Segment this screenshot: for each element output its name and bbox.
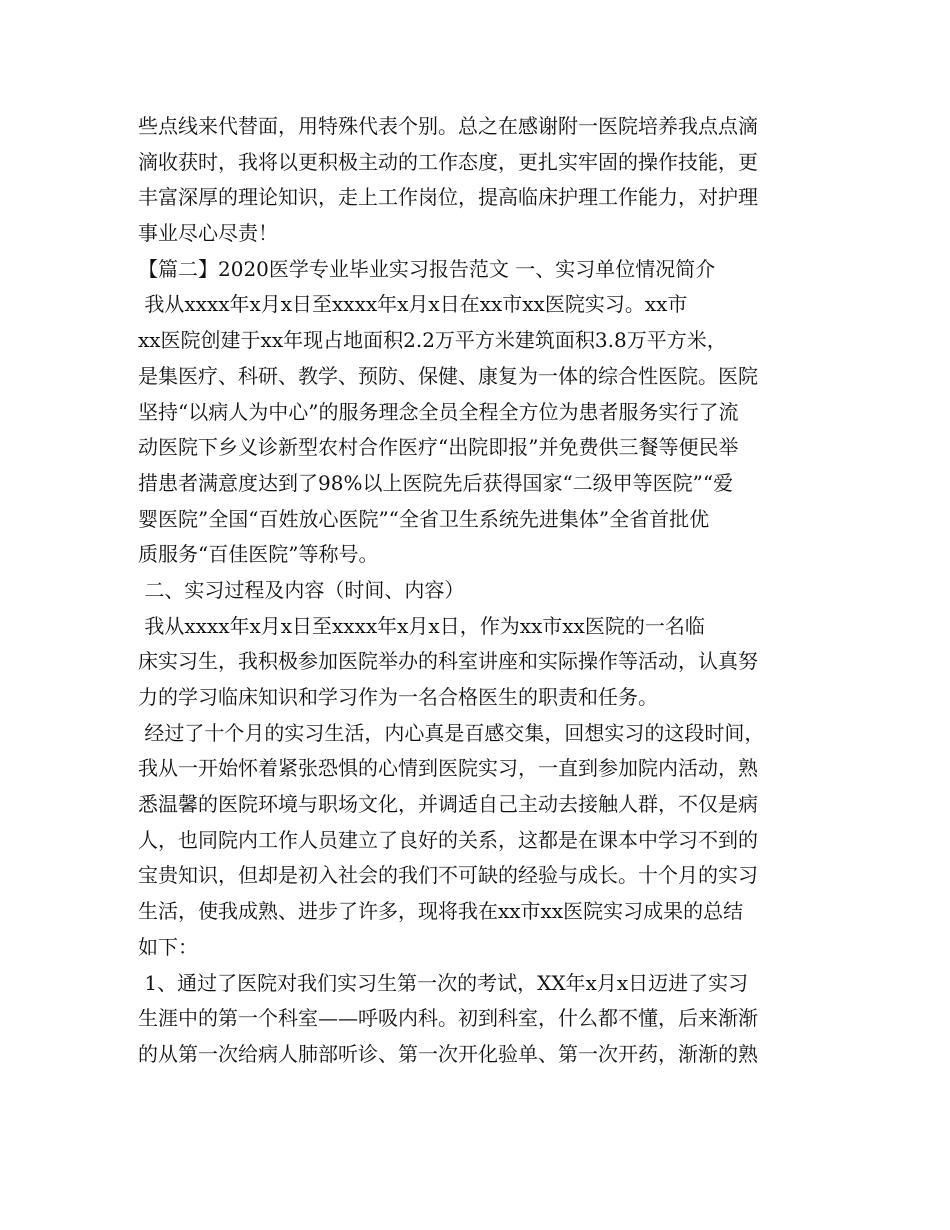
text-line: 坚持“以病人为中心”的服务理念全员全程全方位为患者服务实行了流 bbox=[138, 399, 739, 424]
text-line: 动医院下乡义诊新型农村合作医疗“出院即报”并免费供三餐等便民举 bbox=[138, 435, 739, 460]
section-heading: 【篇二】2020医学专业毕业实习报告范文 一、实习单位情况简介 bbox=[138, 256, 716, 281]
text-line: 宝贵知识，但却是初入社会的我们不可缺的经验与成长。十个月的实习 bbox=[138, 863, 758, 888]
text-line: 我从xxxx年x月x日至xxxx年x月x日，作为xx市xx医院的一名临 bbox=[138, 613, 705, 638]
text-line: 我从一开始怀着紧张恐惧的心情到医院实习，一直到参加院内活动，熟 bbox=[138, 756, 758, 781]
text-line: 如下： bbox=[138, 934, 198, 959]
text-line: 措患者满意度达到了98%以上医院先后获得国家“二级甲等医院”“爱 bbox=[138, 470, 734, 495]
text-line: 生涯中的第一个科室——呼吸内科。初到科室，什么都不懂，后来渐渐 bbox=[138, 1006, 758, 1031]
body-text bbox=[138, 109, 828, 1073]
text-line: 力的学习临床知识和学习作为一名合格医生的职责和任务。 bbox=[138, 685, 658, 709]
text-line: 丰富深厚的理论知识，走上工作岗位，提高临床护理工作能力，对护理 bbox=[138, 185, 758, 210]
text-line: 质服务“百佳医院”等称号。 bbox=[138, 542, 379, 567]
text-line: 是集医疗、科研、教学、预防、保健、康复为一体的综合性医院。医院 bbox=[138, 363, 758, 388]
text-line: 些点线来代替面，用特殊代表个别。总之在感谢附一医院培养我点点滴 bbox=[138, 114, 758, 138]
text-line: 事业尽心尽责！ bbox=[138, 221, 278, 246]
text-line: 床实习生，我积极参加医院举办的科室讲座和实际操作等活动，认真努 bbox=[138, 649, 758, 674]
text-line: xx医院创建于xx年现占地面积2.2万平方米建筑面积3.8万平方米， bbox=[138, 328, 727, 353]
text-line: 1、通过了医院对我们实习生第一次的考试，XX年x月x日迈进了实习 bbox=[138, 970, 749, 995]
text-line: 的从第一次给病人肺部听诊、第一次开化验单、第一次开药，渐渐的熟 bbox=[138, 1041, 758, 1066]
text-line: 生活，使我成熟、进步了许多，现将我在xx市xx医院实习成果的总结 bbox=[138, 899, 744, 924]
text-line: 我从xxxx年x月x日至xxxx年x月x日在xx市xx医院实习。xx市 bbox=[138, 292, 688, 317]
text-line: 经过了十个月的实习生活，内心真是百感交集，回想实习的这段时间， bbox=[138, 720, 765, 745]
section-heading: 二、实习过程及内容（时间、内容） bbox=[138, 577, 465, 602]
text-line: 悉温馨的医院环境与职场文化，并调适自己主动去接触人群，不仅是病 bbox=[138, 792, 758, 817]
text-line: 婴医院”全国“百姓放心医院”“全省卫生系统先进集体”全省首批优 bbox=[138, 506, 710, 531]
text-line: 滴收获时，我将以更积极主动的工作态度，更扎实牢固的操作技能，更 bbox=[138, 149, 758, 174]
text-line: 人，也同院内工作人员建立了良好的关系，这都是在课本中学习不到的 bbox=[138, 827, 758, 852]
